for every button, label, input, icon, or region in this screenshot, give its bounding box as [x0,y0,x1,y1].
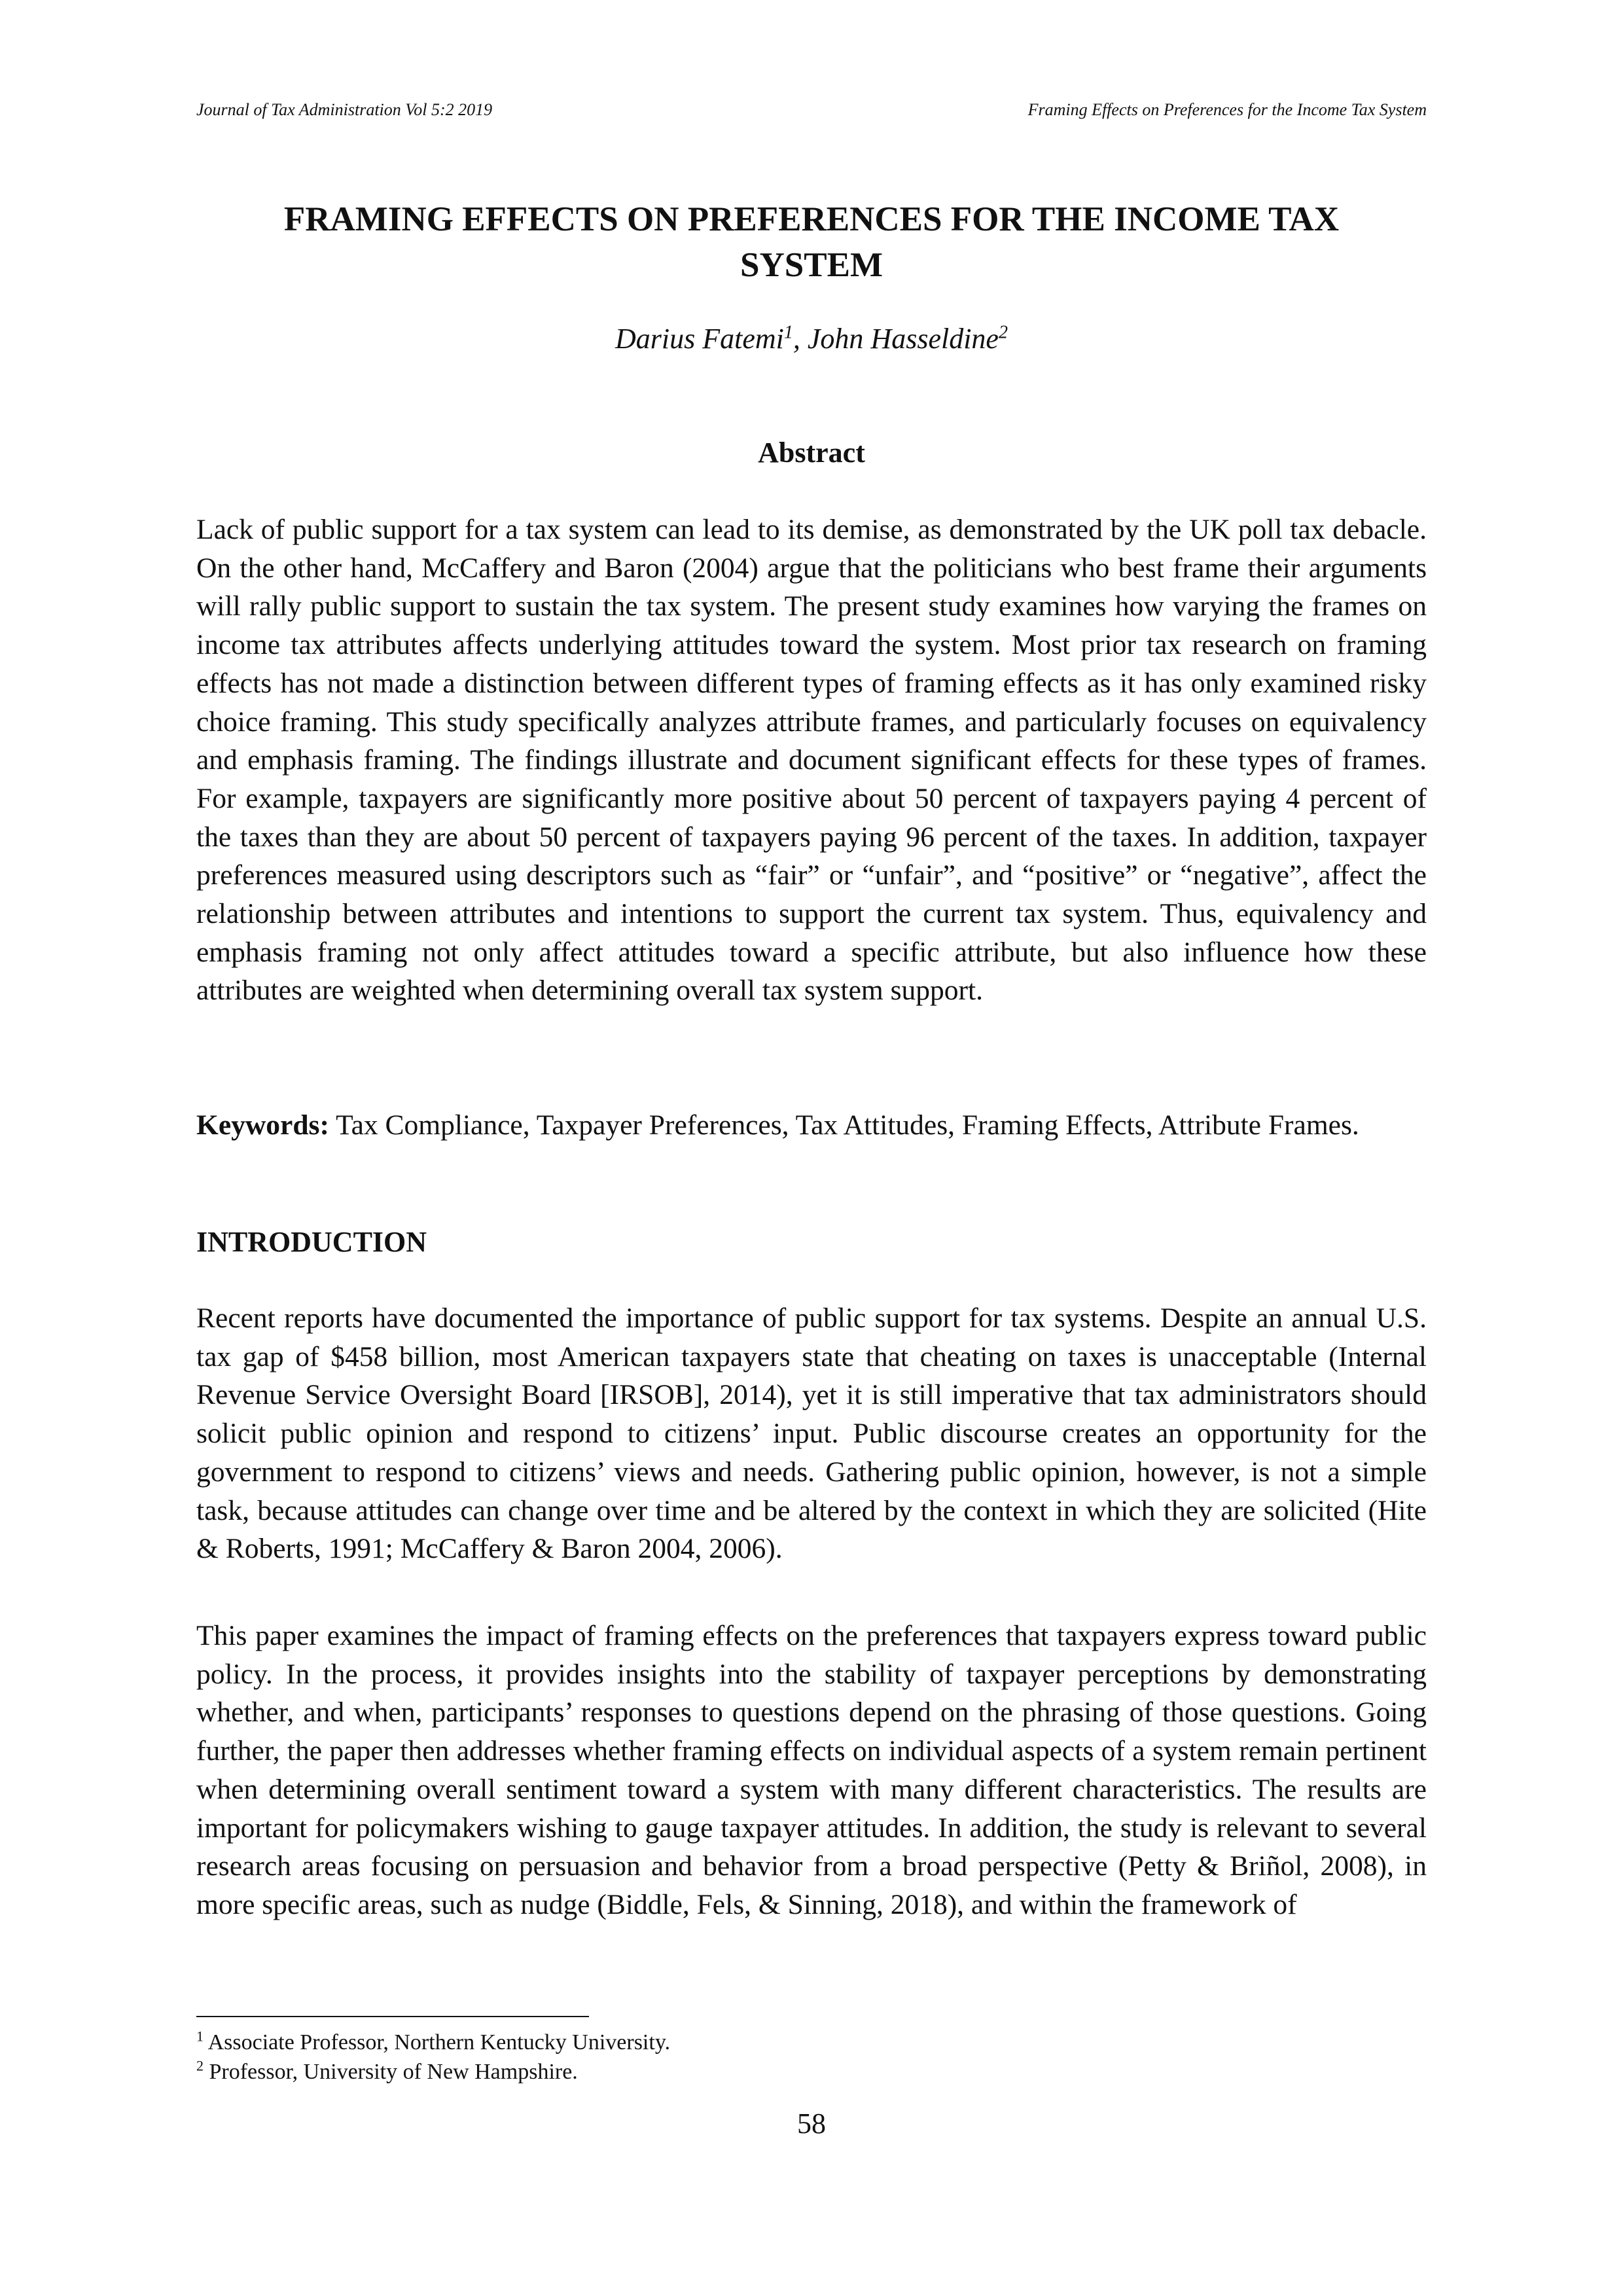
abstract-text: Lack of public support for a tax system can lead to its demise, as demonstrated by the UK poll tax debacle. On the other hand, McCaffery and Baron (2004) argue that the politicians who best frame their arguments will rally public support to sustain the tax system. The present study examines how varying the frames on income tax attributes affects underlying attitudes toward the system. Most prior tax research on framing effects has not made a distinction between different types of framing effects as it has only examined risky choice framing. This study specifically analyzes attribute frames, and particularly focuses on equivalency and emphasis framing. The findings illustrate and document significant effects for these types of frames. For example, taxpayers are significantly more positive about 50 percent of taxpayers paying 4 percent of the taxes than they are about 50 percent of taxpayers paying 96 percent of the taxes. In addition, taxpayer preferences measured using descriptors such as “fair” or “unfair”, and “positive” or “negative”, affect the relationship between attributes and intentions to support the current tax system. Thus, equivalency and emphasis framing not only affect attitudes toward a specific attribute, but also influence how these attributes are weighted when determining overall tax system support. [196,514,1427,1007]
body-paragraph: Recent reports have documented the importance of public support for tax systems. Despite an annual U.S. tax gap of $458 billion, most American taxpayers state that cheating on taxes is unacceptable (Internal Revenue Service Oversight Board [IRSOB], 2014), yet it is still imperative that tax administrators should solicit public opinion and respond to citizens’ input. Public discourse creates an opportunity for the government to respond to citizens’ views and needs. Gathering public opinion, however, is not a simple task, because attitudes can change over time and be altered by the context in which they are solicited (Hite & Roberts, 1991; McCaffery & Baron 2004, 2006). [196,1302,1427,1565]
footnote-text: Professor, University of New Hampshire. [204,2060,578,2084]
footnote-mark: 2 [196,2057,204,2074]
journal-citation: Journal of Tax Administration Vol 5:2 2019 [196,100,493,119]
footnote [196,2057,1427,2087]
section-heading-introduction: INTRODUCTION [196,1226,427,1258]
page-number: 58 [797,2108,826,2140]
keywords-list: Tax Compliance, Taxpayer Preferences, Tax Attitudes, Framing Effects, Attribute Frames. [329,1109,1359,1141]
paper-title: FRAMING EFFECTS ON PREFERENCES FOR THE INCOME TAX SYSTEM [283,200,1340,284]
affiliation-mark: 2 [998,322,1008,343]
footnotes [196,2028,1427,2087]
author-name: John Hasseldine [807,323,999,355]
running-title: Framing Effects on Preferences for the Income Tax System [1027,100,1427,119]
abstract-heading: Abstract [758,437,865,469]
running-header [196,98,1427,124]
author-separator: , [793,323,808,355]
footnote-mark: 1 [196,2028,204,2045]
body-paragraph: This paper examines the impact of framing effects on the preferences that taxpayers express toward public policy. In the process, it provides insights into the stability of taxpayer perceptions by demonstrating whether, and when, participants’ responses to questions depend on the phrasing of those questions. Going further, the paper then addresses whether framing effects on individual aspects of a system remain pertinent when determining overall sentiment toward a system with many different characteristics. The results are important for policymakers wishing to gauge taxpayer attitudes. In addition, the study is relevant to several research areas focusing on persuasion and behavior from a broad perspective (Petty & Briñol, 2008), in more specific areas, such as nudge (Biddle, Fels, & Sinning, 2018), and within the framework of [196,1620,1427,1920]
keywords [196,1106,1427,1145]
author-line [196,319,1427,359]
keywords-label: Keywords: [196,1109,329,1141]
author-name: Darius Fatemi [615,323,784,355]
footnote [196,2028,1427,2057]
footnote-text: Associate Professor, Northern Kentucky University. [204,2030,671,2054]
footnote-separator [196,2016,589,2017]
affiliation-mark: 1 [783,322,793,343]
